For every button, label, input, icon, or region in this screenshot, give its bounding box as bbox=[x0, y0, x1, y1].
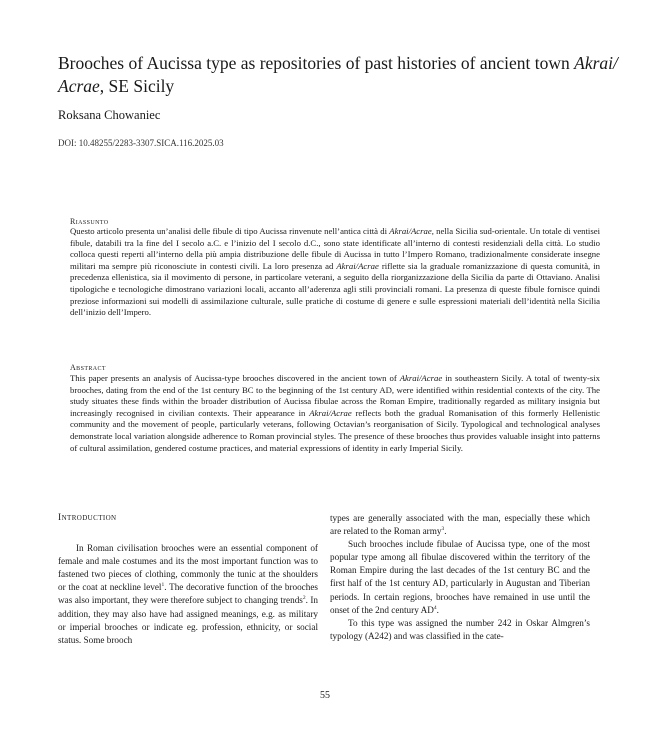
introduction-heading: Introduction bbox=[58, 513, 117, 523]
riassunto-label: Riassunto bbox=[70, 217, 109, 226]
p2-text-a: types are generally associated with the man, especially these which are related to the Roman army bbox=[330, 513, 590, 537]
abstract-text-b: in southeastern Sicily. A total of twenty-six brooches, dating from the end of the 1st century BC to the beginning of the 1st century AD, were identified within residential contexts of the city. The study situates these finds within the broader distribution of Aucissa fibulae across the Roman Empire, traditionally regarded as military insignia but increasingly recognised in civilian contexts. Their appearance in bbox=[70, 373, 600, 418]
p1-text-c: . In addition, they may also have had assigned meanings, e.g. as military or imperial brooches or indicate eg. profession, ethnicity, or social status. Some brooch bbox=[58, 595, 318, 645]
intro-paragraph-1 bbox=[58, 542, 318, 647]
title-text-end: , SE Sicily bbox=[99, 76, 175, 96]
p2-text-b: . bbox=[444, 526, 447, 537]
abstract-place-2: Akrai/Acrae bbox=[309, 407, 352, 418]
riassunto-place-1: Akrai/Acrae bbox=[389, 226, 432, 236]
abstract-label: Abstract bbox=[70, 363, 106, 372]
doi-line[interactable]: DOI: 10.48255/2283-3307.SICA.116.2025.03 bbox=[58, 138, 224, 148]
article-title bbox=[58, 52, 618, 98]
riassunto-text-b: , nella Sicilia sud-orientale. Un totale di ventisei fibule, databili tra la fine del I secolo a.C. e l’inizio del I secolo d.C., sono state identificate all’interno di contesti residenziali della città. Lo studio colloca questi reperti all’interno della più ampia distribuzione delle fibule di Aucissa in tutto l’Impero Romano, tradizionalmente considerate insegne militari ma sempre più riconosciute in contesti civili. La loro presenza ad bbox=[70, 226, 601, 271]
intro-paragraph-3: To this type was assigned the number 242 in Oskar Almgren’s typology (A242) and was classified in the cate- bbox=[330, 617, 590, 641]
footnote-ref-4[interactable]: 4 bbox=[433, 604, 437, 611]
abstract-place-1: Akrai/Acrae bbox=[399, 373, 443, 383]
abstract-text-c: reflects both the gradual Romanisation of this formerly Hellenistic community and the movement of people, particularly veterans, following Octavian’s reorganisation of Sicily. Typological and technological analyses demonstrate local variation alongside adherence to Roman provincial styles. The presence of these brooches thus provides valuable insight into patterns of cultural assimilation, gendered costume practices, and material expressions of identity in early Imperial Sicily. bbox=[70, 407, 600, 453]
p1-text-b: . The decorative function of the brooches was also important, they were therefore subject to changing trends bbox=[58, 582, 318, 606]
riassunto-place-2: Akrai/Acrae bbox=[336, 260, 379, 271]
riassunto-text bbox=[70, 226, 600, 319]
title-text: Brooches of Aucissa type as repositories of past histories of ancient town bbox=[58, 53, 575, 73]
footnote-ref-2[interactable]: 2 bbox=[302, 595, 306, 602]
p1-text-a: In Roman civilisation brooches were an essential component of female and male costumes and its the most important function was to fastened two pieces of clothing, commonly the tunic at the shoulders or the coat at neckline level bbox=[58, 543, 318, 593]
riassunto-text-a: Questo articolo presenta un’analisi delle fibule di tipo Aucissa rinvenute nell’antica città di bbox=[70, 226, 390, 236]
abstract-text-a: This paper presents an analysis of Aucissa-type brooches discovered in the ancient town of bbox=[70, 373, 400, 383]
page-number: 55 bbox=[320, 690, 330, 701]
intro-paragraph-2 bbox=[330, 538, 590, 617]
intro-paragraph-1-continued bbox=[330, 512, 590, 538]
p3-text-b: . bbox=[436, 604, 439, 615]
footnote-ref-1[interactable]: 1 bbox=[161, 582, 165, 589]
abstract-text bbox=[70, 373, 600, 454]
p3-text-a: Such brooches include fibulae of Aucissa type, one of the most popular type among all fibulae discovered within the territory of the Roman Empire during the last decades of the 1st century BC and the first half of the 1st century AD, particularly in Augustan and Tiberian periods. In certain regions, brooches have remained in use until the onset of the 2nd century AD bbox=[330, 539, 590, 615]
riassunto-text-c: riflette sia la graduale romanizzazione di questa comunità, in precedenza ellenistica, sia il movimento di persone, in particolare veterani, a seguito della riorganizzazione della Sicilia da parte di Ottaviano. Analisi tipologiche e tecnologiche dimostrano variazioni locali, accanto all’aderenza agli stili provinciali romani. La presenza di queste fibule fornisce quindi preziose informazioni sui modelli di assimilazione culturale, sulle pratiche di costume di genere e sulle espressioni materiali dell’identità nella Sicilia dell’inizio dell’Impero. bbox=[70, 260, 600, 318]
body-column-left bbox=[58, 512, 318, 647]
title-place-name: Akrai/ Acrae bbox=[58, 53, 618, 96]
author-name: Roksana Chowaniec bbox=[58, 108, 161, 122]
footnote-ref-3[interactable]: 3 bbox=[441, 526, 445, 533]
body-column-right bbox=[330, 512, 590, 643]
